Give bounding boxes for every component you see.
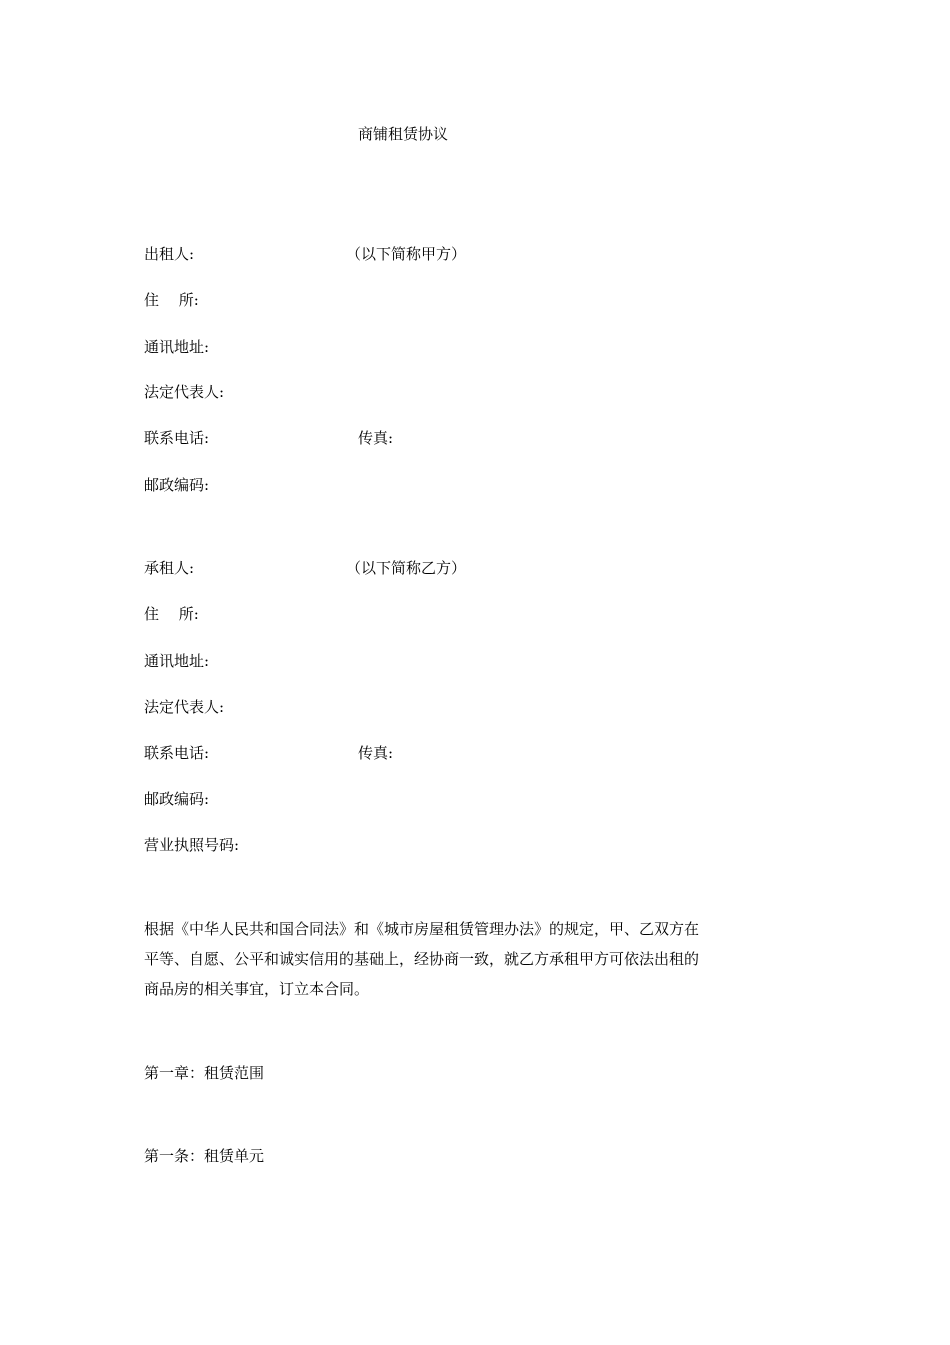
lessor-phone-label: 联系电话: [144, 429, 210, 447]
lessor-postcode-label: 邮政编码: [144, 476, 210, 494]
preamble-line: 商品房的相关事宜，订立本合同。 [144, 980, 370, 998]
lessee-mail-address-label: 通讯地址: [144, 652, 210, 670]
lessee-legal-rep-label: 法定代表人: [144, 698, 225, 716]
lessor-mail-address-label: 通讯地址: [144, 338, 210, 356]
article-heading: 第一条：租赁单元 [144, 1147, 265, 1165]
lessee-phone-label: 联系电话: [144, 744, 210, 762]
document-title: 商铺租赁协议 [357, 125, 448, 143]
lessor-alias: （以下简称甲方） [346, 245, 467, 263]
lessee-postcode-label: 邮政编码: [144, 790, 210, 808]
chapter-heading: 第一章：租赁范围 [144, 1064, 265, 1082]
lessee-alias: （以下简称乙方） [346, 559, 467, 577]
lessor-legal-rep-label: 法定代表人: [144, 383, 225, 401]
lessor-address-label: 住 所: [144, 291, 199, 309]
lessee-fax-label: 传真: [358, 744, 394, 762]
lessor-fax-label: 传真: [358, 429, 394, 447]
preamble-line: 平等、自愿、公平和诚实信用的基础上，经协商一致，就乙方承租甲方可依法出租的 [144, 950, 700, 968]
preamble-paragraph [144, 914, 744, 1004]
lessee-license-label: 营业执照号码: [144, 836, 240, 854]
preamble-line: 根据《中华人民共和国合同法》和《城市房屋租赁管理办法》的规定，甲、乙双方在 [144, 920, 700, 938]
lessor-name-label: 出租人: [144, 245, 195, 263]
lessee-name-label: 承租人: [144, 559, 195, 577]
lessee-address-label: 住 所: [144, 605, 199, 623]
